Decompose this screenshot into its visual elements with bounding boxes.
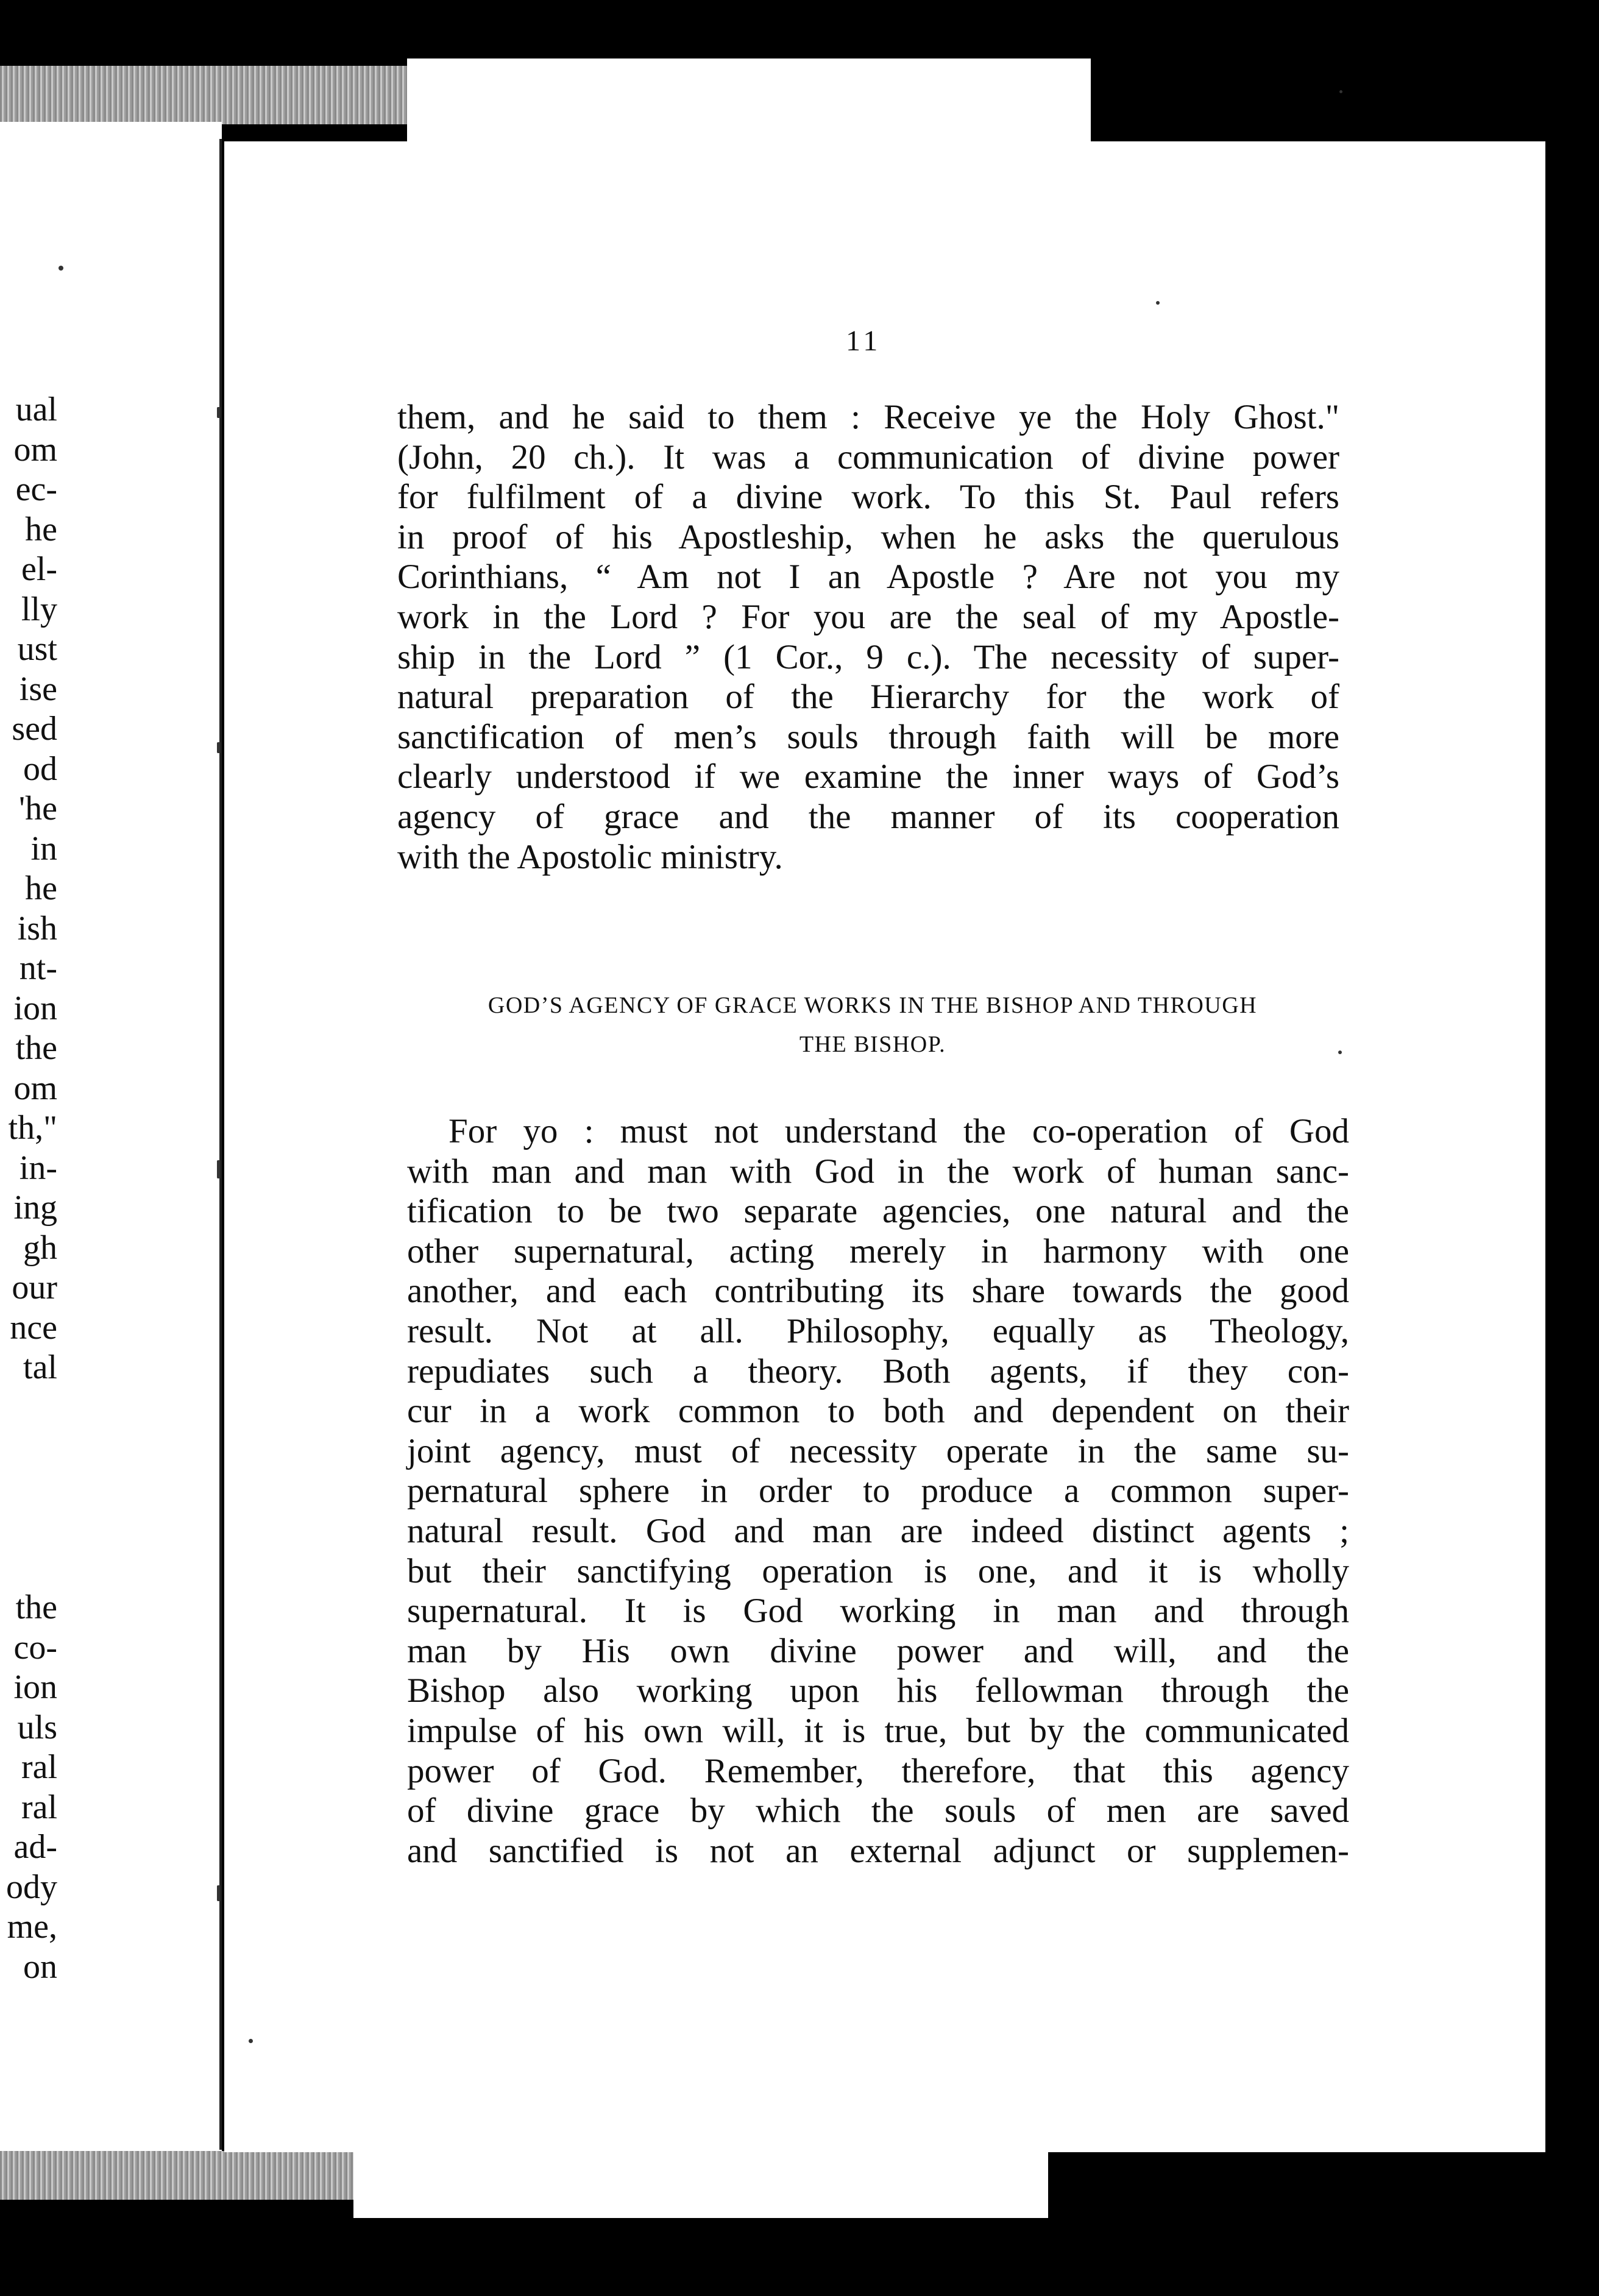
line-fragment: ish bbox=[17, 909, 57, 948]
scan-speck bbox=[217, 1160, 220, 1178]
text-line: other supernatural, acting merely in harmony with one bbox=[407, 1231, 1349, 1270]
text-line: pernatural sphere in order to produce a common super- bbox=[407, 1472, 1349, 1511]
left-page-line-ends-top bbox=[9, 390, 57, 1388]
text-line: power of God. Remember, therefore, that this agency bbox=[407, 1751, 1349, 1790]
text-line: (John, 20 ch.). It was a communication of divine power bbox=[397, 438, 1339, 477]
left-page-line-ends-bottom bbox=[6, 1588, 57, 1987]
text-line: joint agency, must of necessity operate in the same su- bbox=[407, 1431, 1349, 1470]
paper-tab-bottom bbox=[353, 2151, 1048, 2218]
body-paragraph-2 bbox=[407, 1111, 1349, 1871]
text-line: result. Not at all. Philosophy, equally as Theology, bbox=[407, 1311, 1349, 1350]
line-fragment: he bbox=[25, 510, 57, 548]
scan-speck bbox=[217, 407, 220, 418]
text-line: and sanctified is not an external adjunct or supplemen- bbox=[407, 1831, 1349, 1870]
text-line: clearly understood if we examine the inner ways of God’s bbox=[397, 757, 1339, 796]
line-fragment: he bbox=[25, 870, 57, 907]
text-line: supernatural. It is God working in man and through bbox=[407, 1592, 1349, 1631]
text-line: but their sanctifying operation is one, and it is wholly bbox=[407, 1551, 1349, 1590]
text-line: with man and man with God in the work of human sanc- bbox=[407, 1152, 1349, 1191]
text-line: work in the Lord ? For you are the seal of my Apostle- bbox=[397, 597, 1339, 636]
page-gutter bbox=[219, 139, 222, 2150]
line-fragment: me, bbox=[7, 1908, 57, 1946]
text-line: Bishop also working upon his fellowman through the bbox=[407, 1671, 1349, 1710]
line-fragment: nt- bbox=[19, 949, 57, 987]
text-line: with the Apostolic ministry. bbox=[397, 837, 783, 876]
line-fragment: ust bbox=[17, 630, 57, 668]
text-line: in proof of his Apostleship, when he asks the querulous bbox=[397, 517, 1339, 556]
section-heading-line: THE BISHOP. bbox=[799, 1032, 946, 1057]
scan-speck bbox=[249, 2039, 253, 2043]
line-fragment: ody bbox=[6, 1868, 57, 1906]
film-strip-bottom bbox=[0, 2151, 360, 2200]
body-paragraph-1 bbox=[397, 397, 1339, 877]
line-fragment: om bbox=[13, 430, 57, 469]
scan-speck bbox=[217, 742, 220, 753]
line-fragment: ual bbox=[15, 391, 57, 428]
line-fragment: the bbox=[15, 1589, 57, 1626]
line-fragment: ion bbox=[13, 989, 57, 1027]
line-fragment: th," bbox=[8, 1109, 57, 1147]
text-line: impulse of his own will, it is true, but by the communicated bbox=[407, 1711, 1349, 1750]
text-line: agency of grace and the manner of its cooperation bbox=[397, 797, 1339, 836]
text-line: For yo : must not understand the co-operation of God bbox=[448, 1112, 1349, 1150]
text-line: sanctification of men’s souls through faith will be more bbox=[397, 717, 1339, 756]
scan-speck bbox=[1156, 301, 1160, 305]
page-number: 11 bbox=[846, 325, 882, 357]
line-fragment: el- bbox=[21, 550, 57, 588]
text-line: repudiates such a theory. Both agents, if they con- bbox=[407, 1352, 1349, 1391]
line-fragment: on bbox=[23, 1947, 57, 1986]
line-fragment: ing bbox=[13, 1189, 57, 1227]
text-line: cur in a work common to both and dependent on their bbox=[407, 1392, 1349, 1431]
section-heading bbox=[397, 986, 1348, 1064]
scan-speck bbox=[58, 266, 63, 271]
scan-speck bbox=[1338, 1051, 1342, 1054]
line-fragment: ral bbox=[21, 1788, 57, 1826]
line-fragment: nce bbox=[10, 1308, 57, 1347]
text-line: ship in the Lord ” (1 Cor., 9 c.). The necessity of super- bbox=[397, 637, 1339, 676]
line-fragment: in- bbox=[19, 1149, 57, 1187]
line-fragment: ral bbox=[21, 1748, 57, 1786]
line-fragment: lly bbox=[21, 590, 57, 628]
text-line: of divine grace by which the souls of men are saved bbox=[407, 1791, 1349, 1830]
line-fragment: our bbox=[12, 1269, 57, 1306]
line-fragment: uls bbox=[17, 1708, 57, 1746]
line-fragment: 'he bbox=[19, 790, 57, 827]
paper-tab-top bbox=[407, 58, 1091, 144]
line-fragment: gh bbox=[23, 1228, 57, 1267]
line-fragment: the bbox=[15, 1029, 57, 1067]
text-line: them, and he said to them : Receive ye the Holy Ghost." bbox=[397, 398, 1339, 436]
section-heading-line: GOD’S AGENCY OF GRACE WORKS IN THE BISHOP AND THROUGH bbox=[488, 993, 1258, 1018]
text-line: tification to be two separate agencies, one natural and the bbox=[407, 1192, 1349, 1231]
line-fragment: ise bbox=[19, 670, 57, 708]
text-line: natural result. God and man are indeed distinct agents ; bbox=[407, 1511, 1349, 1550]
text-line: another, and each contributing its share towards the good bbox=[407, 1272, 1349, 1311]
line-fragment: om bbox=[13, 1069, 57, 1107]
film-strip-top bbox=[0, 66, 408, 124]
line-fragment: ec- bbox=[15, 470, 57, 508]
scan-speck bbox=[1339, 90, 1342, 93]
text-line: natural preparation of the Hierarchy for the work of bbox=[397, 678, 1339, 717]
text-line: for fulfilment of a divine work. To this St. Paul refers bbox=[397, 478, 1339, 517]
text-line: man by His own divine power and will, and the bbox=[407, 1631, 1349, 1670]
left-page bbox=[0, 122, 222, 2151]
line-fragment: sed bbox=[12, 710, 57, 748]
line-fragment: co- bbox=[13, 1628, 57, 1667]
line-fragment: ion bbox=[13, 1668, 57, 1706]
text-line: Corinthians, “ Am not I an Apostle ? Are not you my bbox=[397, 558, 1339, 597]
line-fragment: ad- bbox=[13, 1828, 57, 1866]
line-fragment: in bbox=[30, 829, 57, 868]
line-fragment: tal bbox=[23, 1348, 57, 1386]
line-fragment: od bbox=[23, 749, 57, 788]
scan-speck bbox=[217, 1885, 220, 1901]
